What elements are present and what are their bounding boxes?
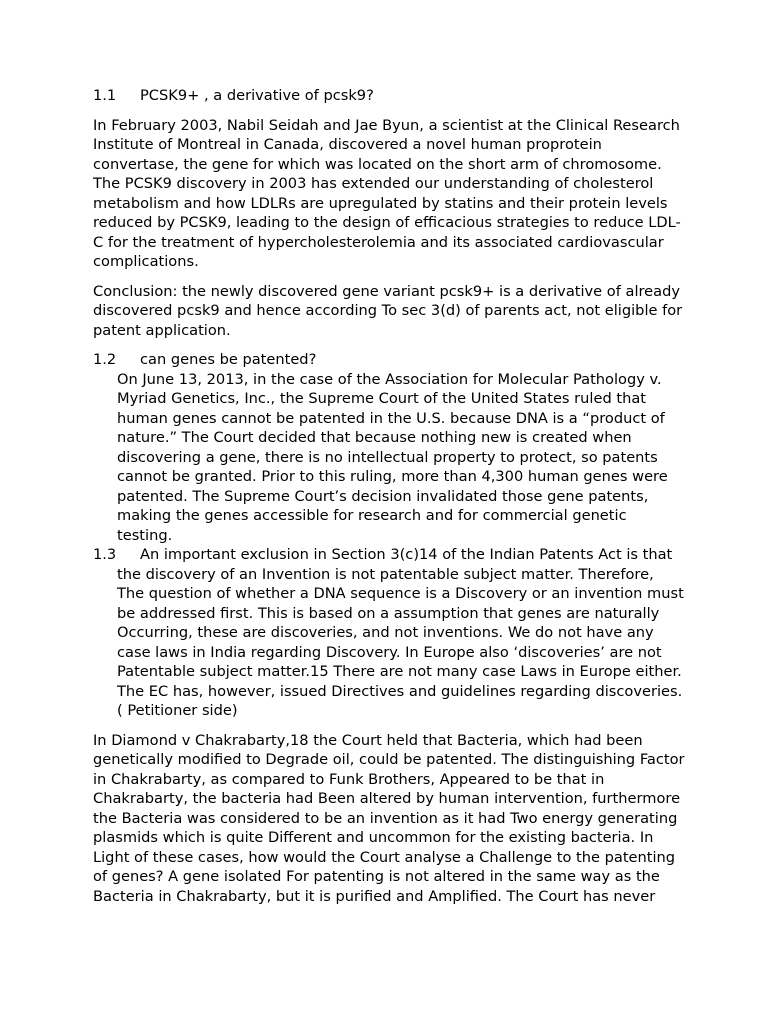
- section-1-2-number: 1.2: [93, 351, 117, 368]
- section-1-1-number: 1.1: [93, 87, 117, 104]
- paragraph-chakrabarty: In Diamond v Chakrabarty,18 the Court held that Bacteria, which had been genetically modified to Degrade oil, could be patented. The distinguishing Factor in Chakrabarty, as compared to Funk Brothers, Appeared to be that in Chakrabarty, the bacteria had Been altered by human intervention, furthermore the Bacteria was considered to be an invention as it had Two energy generating plasmids which is quite Different and uncommon for the existing bacteria. In Light of these cases, how would the Court analyse a Challenge to the patenting of genes? A gene isolated For patenting is not altered in the same way as the Bacteria in Chakrabarty, but it is purified and Amplified. The Court has never: [93, 731, 685, 905]
- section-1-1-heading: [93, 86, 685, 106]
- section-1-3-number: 1.3: [93, 546, 117, 563]
- section-1-3-body: An important exclusion in Section 3(c)14 of the Indian Patents Act is that the discovery of an Invention is not patentable subject matter. Therefore, The question of whether a DNA sequence is a Discovery or an invention must be addressed first. This is based on a assumption that genes are naturally Occurring, these are discoveries, and not inventions. We do not have any case laws in India regarding Discovery. In Europe also ‘discoveries’ are not Patentable subject matter.15 There are not many case Laws in Europe either. The EC has, however, issued Directives and guidelines regarding discoveries. ( Petitioner side): [117, 546, 684, 719]
- section-1-1-title: PCSK9+ , a derivative of pcsk9?: [140, 87, 374, 104]
- section-1-3: [93, 545, 685, 721]
- paragraph-pcsk9-discovery: In February 2003, Nabil Seidah and Jae Byun, a scientist at the Clinical Research Institute of Montreal in Canada, discovered a novel human proprotein convertase, the gene for which was located on the short arm of chromosome. The PCSK9 discovery in 2003 has extended our understanding of cholesterol metabolism and how LDLRs are upregulated by statins and their protein levels reduced by PCSK9, leading to the design of efficacious strategies to reduce LDL-C for the treatment of hypercholesterolemia and its associated cardiovascular complications.: [93, 116, 681, 270]
- document-body: [93, 86, 685, 906]
- section-1-2-body: On June 13, 2013, in the case of the Association for Molecular Pathology v. Myriad Genetics, Inc., the Supreme Court of the United States ruled that human genes cannot be patented in the U.S. because DNA is a “product of nature.” The Court decided that because nothing new is created when discovering a gene, there is no intellectual property to protect, so patents cannot be granted. Prior to this ruling, more than 4,300 human genes were patented. The Supreme Court’s decision invalidated those gene patents, making the genes accessible for research and for commercial genetic testing.: [117, 370, 668, 544]
- paragraph-conclusion: Conclusion: the newly discovered gene variant pcsk9+ is a derivative of already discovered pcsk9 and hence according To sec 3(d) of parents act, not eligible for patent application.: [93, 282, 683, 339]
- section-1-2-heading: [93, 350, 685, 370]
- section-1-2-title: can genes be patented?: [140, 351, 317, 368]
